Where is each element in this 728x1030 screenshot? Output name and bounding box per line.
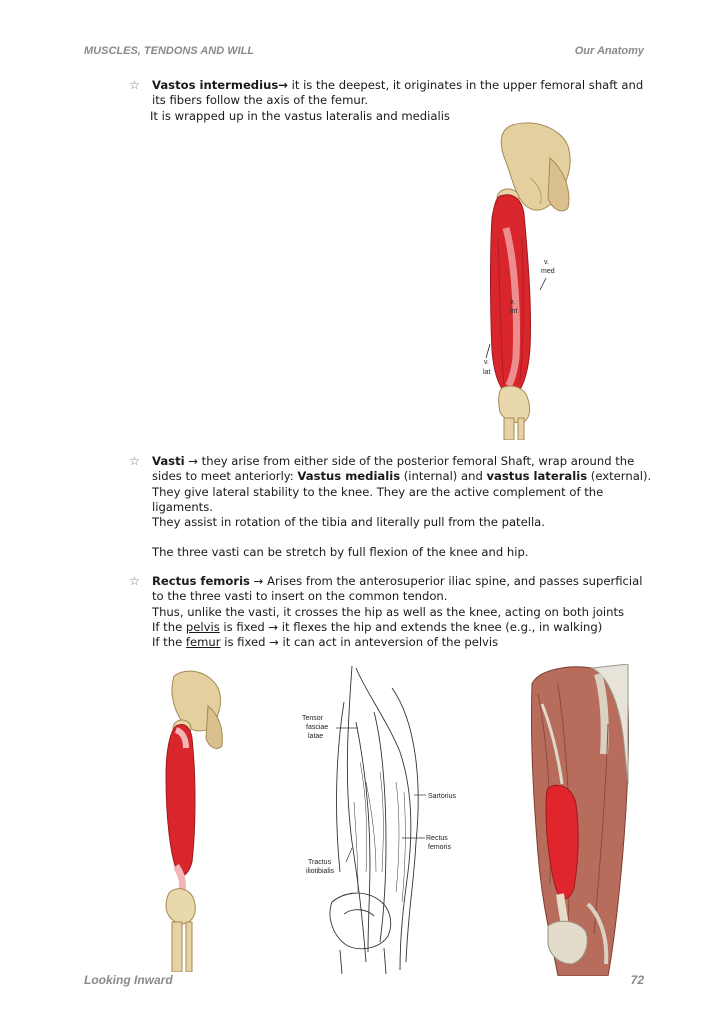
section2-line2: They give lateral stability to the knee. They are the active complement of the ligaments. [152, 484, 604, 514]
section1-line2: It is wrapped up in the vastus lateralis and medialis [150, 108, 450, 123]
section2-line3: They assist in rotation of the tibia and literally pull from the patella. [152, 515, 545, 530]
label-rectus-line1: Rectus [426, 835, 448, 842]
label-tensor-line1: Tensor [302, 715, 324, 722]
arrow-icon: → [278, 78, 288, 92]
label-v-int-line2: int [510, 308, 518, 315]
section3-line2: Thus, unlike the vasti, it crosses the hip as well as the knee, acting on both joints [152, 604, 625, 619]
vastus-intermedius-figure [440, 118, 580, 440]
label-tractus-line2: iliotibialis [306, 868, 335, 875]
section-vastus-intermedius [152, 78, 652, 124]
term-femur: femur [185, 635, 221, 650]
section3-line3: If the pelvis is fixed → it flexes the hip and extends the knee (e.g., in walking) [152, 619, 603, 634]
arrow-icon: → [268, 619, 279, 634]
label-tensor-line3: latae [308, 733, 324, 740]
page-number: 72 [630, 973, 644, 987]
section2-text-b: (internal) and [400, 469, 487, 484]
label-rectus-line2: femoris [428, 844, 451, 851]
term-vastus-lateralis: vastus lateralis [486, 469, 588, 484]
term-vastus-intermedius: Vastos intermedius [152, 78, 279, 92]
header-right: Our Anatomy [574, 45, 644, 57]
arrow-icon: → [188, 454, 198, 468]
label-v-med-line2: med [541, 268, 555, 275]
label-v-int-line1: v. [510, 299, 515, 306]
footer-left: Looking Inward [84, 973, 173, 987]
section2-line4: The three vasti can be stretch by full flexion of the knee and hip. [152, 545, 529, 560]
arrow-icon: → [269, 635, 279, 650]
section1-text: it is the deepest, it originates in the upper femoral shaft and its fibers follow the axis of the femur. [152, 78, 644, 108]
section3-text: Arises from the anterosuperior iliac spine, and passes superficial to the three vasti to insert on the common tendon. [152, 574, 643, 604]
label-sartorius: Sartorius [428, 793, 457, 800]
thigh-muscles-line-drawing [296, 662, 468, 974]
label-v-lat-line1: v. [484, 359, 489, 366]
term-vasti: Vasti [152, 454, 185, 468]
rectus-femoris-dissection-figure [528, 664, 632, 976]
section3-line4: If the femur is fixed → it can act in anteversion of the pelvis [152, 635, 499, 650]
label-tractus-line1: Tractus [308, 859, 332, 866]
section-vasti [152, 454, 652, 561]
term-pelvis: pelvis [185, 619, 220, 634]
star-bullet-icon: ☆ [129, 454, 140, 468]
term-vastus-medialis: Vastus medialis [297, 469, 401, 484]
label-v-med-line1: v. [544, 259, 549, 266]
section2-text-c: (external). [587, 469, 652, 484]
term-rectus-femoris: Rectus femoris [152, 574, 250, 588]
star-bullet-icon: ☆ [129, 574, 140, 588]
label-v-lat-line2: lat [483, 369, 491, 376]
header-left: MUSCLES, TENDONS AND WILL [84, 45, 255, 57]
section2-text-a: they arise from either side of the posterior femoral Shaft, wrap around the sides to meet anteriorly: [152, 454, 635, 484]
arrow-icon: → [253, 574, 264, 588]
rectus-femoris-figure [158, 666, 228, 972]
star-bullet-icon: ☆ [129, 78, 140, 92]
section-rectus-femoris [152, 574, 652, 650]
label-tensor-line2: fasciae [306, 724, 329, 731]
